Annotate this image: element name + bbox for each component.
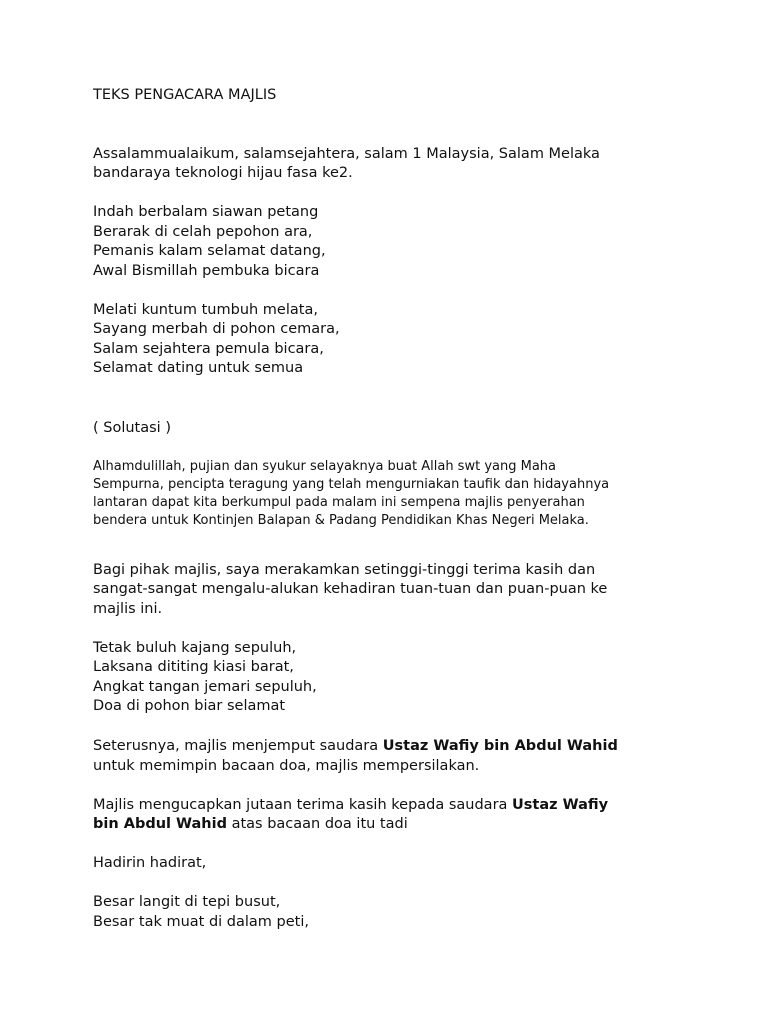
ustaz-name-bold: Ustaz Wafiy bin Abdul Wahid xyxy=(382,738,618,754)
pantun1-line-3: Pemanis kalam selamat datang, xyxy=(93,243,326,259)
pantun1-line-1: Indah berbalam siawan petang xyxy=(93,204,319,220)
pantun2-line-2: Sayang merbah di pohon cemara, xyxy=(93,321,340,337)
alhamdulillah-line-2: Sempurna, pencipta teragung yang telah mengurniakan taufik dan hidayahnya xyxy=(93,477,610,492)
document-title: TEKS PENGACARA MAJLIS xyxy=(93,87,277,103)
ucapan-line-1 xyxy=(93,796,608,816)
bagi-line-2: sangat-sangat mengalu-alukan kehadiran tuan-tuan dan puan-puan ke xyxy=(93,581,608,597)
seterusnya-text: Seterusnya, majlis menjemput saudara xyxy=(93,738,383,754)
pantun2-line-4: Selamat dating untuk semua xyxy=(93,360,304,376)
ucapan-line-2 xyxy=(93,815,408,835)
ucapan-text: Majlis mengucapkan jutaan terima kasih kepada saudara xyxy=(93,797,513,813)
greeting-line-1: Assalammualaikum, salamsejahtera, salam 1 Malaysia, Salam Melaka xyxy=(93,146,600,162)
pantun3-line-4: Doa di pohon biar selamat xyxy=(93,698,286,714)
pantun4-line-2: Besar tak muat di dalam peti, xyxy=(93,914,309,930)
alhamdulillah-line-1: Alhamdulillah, pujian dan syukur selayaknya buat Allah swt yang Maha xyxy=(93,459,556,474)
bagi-line-3: majlis ini. xyxy=(93,601,163,617)
pantun3-line-1: Tetak buluh kajang sepuluh, xyxy=(93,640,297,656)
seterusnya-line-1 xyxy=(93,737,618,757)
ustaz-name-bold-part2: bin Abdul Wahid xyxy=(93,816,227,832)
ucapan-post-text: atas bacaan doa itu tadi xyxy=(226,816,408,832)
greeting-line-2: bandaraya teknologi hijau fasa ke2. xyxy=(93,165,353,181)
pantun4-line-1: Besar langit di tepi busut, xyxy=(93,894,281,910)
pantun2-line-3: Salam sejahtera pemula bicara, xyxy=(93,341,324,357)
pantun3-line-2: Laksana dititing kiasi barat, xyxy=(93,659,294,675)
hadirin-line: Hadirin hadirat, xyxy=(93,855,207,871)
ustaz-name-bold-part1: Ustaz Wafiy xyxy=(512,797,609,813)
pantun2-line-1: Melati kuntum tumbuh melata, xyxy=(93,302,318,318)
solutasi-heading: ( Solutasi ) xyxy=(93,420,171,436)
seterusnya-line-2: untuk memimpin bacaan doa, majlis mempersilakan. xyxy=(93,758,480,774)
bagi-line-1: Bagi pihak majlis, saya merakamkan setinggi-tinggi terima kasih dan xyxy=(93,562,596,578)
alhamdulillah-line-4: bendera untuk Kontinjen Balapan & Padang Pendidikan Khas Negeri Melaka. xyxy=(93,513,589,528)
alhamdulillah-line-3: lantaran dapat kita berkumpul pada malam ini sempena majlis penyerahan xyxy=(93,495,585,510)
pantun1-line-2: Berarak di celah pepohon ara, xyxy=(93,224,313,240)
pantun3-line-3: Angkat tangan jemari sepuluh, xyxy=(93,679,317,695)
pantun1-line-4: Awal Bismillah pembuka bicara xyxy=(93,263,320,279)
